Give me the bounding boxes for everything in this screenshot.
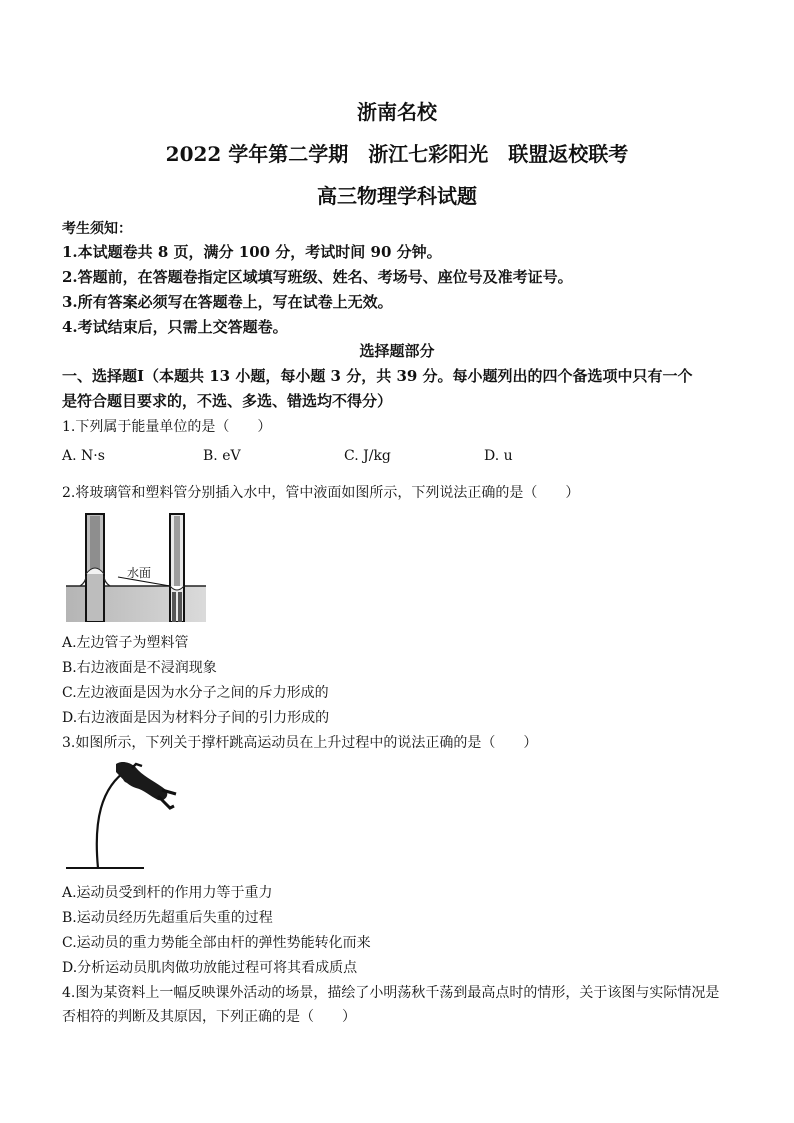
- q2-option-b: B.右边液面是不浸润现象: [62, 660, 217, 676]
- q1-option-c: C. J/kg: [344, 448, 391, 464]
- section-heading-line1: 一、选择题Ⅰ（本题共 13 小题，每小题 3 分，共 39 分。每小题列出的四个备选项中只有一个: [62, 367, 693, 385]
- notice-item-4: 4.考试结束后，只需上交答题卷。: [62, 318, 288, 336]
- q1-option-b: B. eV: [203, 448, 241, 464]
- school-title: 浙南名校: [357, 100, 437, 124]
- notice-title: 考生须知：: [62, 221, 132, 237]
- q2-option-c: C.左边液面是因为水分子之间的斥力形成的: [62, 685, 329, 701]
- notice-item-3: 3.所有答案必须写在答题卷上，写在试卷上无效。: [62, 293, 393, 311]
- q4-stem-line1: 4.图为某资料上一幅反映课外活动的场景，描绘了小明荡秋千荡到最高点时的情形，关于该图与实际情况是: [62, 985, 720, 1001]
- q2-option-a: A.左边管子为塑料管: [62, 635, 189, 651]
- section-title: 选择题部分: [359, 342, 435, 360]
- q3-option-c: C.运动员的重力势能全部由杆的弹性势能转化而来: [62, 935, 371, 951]
- notice-item-2: 2.答题前，在答题卷指定区域填写班级、姓名、考场号、座位号及准考证号。: [62, 268, 573, 286]
- q3-option-d: D.分析运动员肌肉做功放能过程可将其看成质点: [62, 960, 358, 976]
- q4-stem-line2: 否相符的判断及其原因，下列正确的是（ ）: [62, 1009, 356, 1025]
- subject-title: 高三物理学科试题: [317, 184, 477, 208]
- q2-stem: 2.将玻璃管和塑料管分别插入水中，管中液面如图所示，下列说法正确的是（ ）: [62, 485, 580, 501]
- q3-option-a: A.运动员受到杆的作用力等于重力: [62, 885, 273, 901]
- q1-stem: 1.下列属于能量单位的是（ ）: [62, 419, 272, 435]
- section-heading-line2: 是符合题目要求的，不选、多选、错选均不得分）: [62, 392, 393, 410]
- water-surface-label: 水面: [127, 566, 152, 580]
- pole-vaulter-figure: [66, 756, 186, 872]
- q1-option-a: A. N·s: [62, 448, 105, 464]
- q1-option-d: D. u: [484, 448, 513, 464]
- exam-title: 2022 学年第二学期 浙江七彩阳光 联盟返校联考: [165, 142, 629, 166]
- q3-stem: 3.如图所示，下列关于撑杆跳高运动员在上升过程中的说法正确的是（ ）: [62, 735, 538, 751]
- notice-item-1: 1.本试题卷共 8 页，满分 100 分，考试时间 90 分钟。: [62, 243, 442, 261]
- q2-option-d: D.右边液面是因为材料分子间的引力形成的: [62, 710, 330, 726]
- q3-option-b: B.运动员经历先超重后失重的过程: [62, 910, 273, 926]
